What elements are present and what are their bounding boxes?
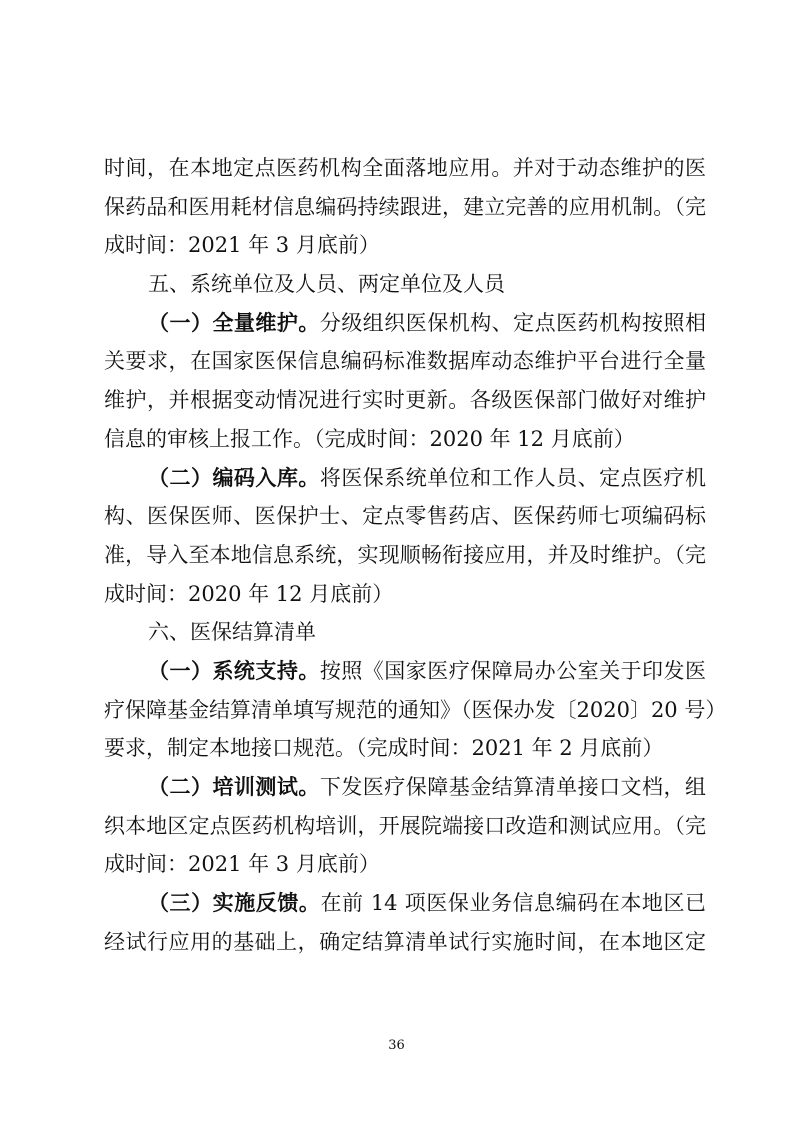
- paragraph-line: 构、医保医师、医保护士、定点零售药店、医保药师七项编码标: [104, 504, 706, 529]
- paragraph-line: 成时间：2021 年 3 月底前）: [104, 852, 380, 877]
- paragraph-line: 成时间：2021 年 3 月底前）: [104, 233, 380, 258]
- section-heading-6: 六、医保结算清单: [148, 620, 316, 645]
- item-lead: （二）编码入库。: [148, 464, 320, 490]
- section-heading-5: 五、系统单位及人员、两定单位及人员: [148, 272, 505, 297]
- paragraph-line: [104, 304, 706, 343]
- item-text: 在前 14 项医保业务信息编码在本地区已: [320, 891, 707, 916]
- item-text: 按照《国家医疗保障局办公室关于印发医: [319, 658, 707, 683]
- paragraph-line: 关要求，在国家医保信息编码标准数据库动态维护平台进行全量: [104, 349, 706, 374]
- paragraph-line: [104, 768, 706, 807]
- paragraph-line: 保药品和医用耗材信息编码持续跟进，建立完善的应用机制。（完: [104, 194, 706, 219]
- item-lead: （一）系统支持。: [148, 657, 320, 683]
- paragraph-line: [104, 652, 706, 691]
- paragraph-line: 维护，并根据变动情况进行实时更新。各级医保部门做好对维护: [104, 388, 706, 413]
- paragraph-line: 织本地区定点医药机构培训，开展院端接口改造和测试应用。（完: [104, 813, 706, 838]
- paragraph-line: 经试行应用的基础上，确定结算清单试行实施时间，在本地区定: [104, 929, 706, 954]
- paragraph-line: 信息的审核上报工作。（完成时间：2020 年 12 月底前）: [104, 426, 635, 451]
- item-lead: （一）全量维护。: [148, 309, 320, 335]
- item-lead: （三）实施反馈。: [148, 890, 321, 916]
- paragraph-line: 疗保障基金结算清单填写规范的通知》（医保办发〔2020〕20 号）: [104, 697, 727, 722]
- page-number: 36: [388, 1038, 405, 1053]
- item-text: 将医保系统单位和工作人员、定点医疗机: [319, 465, 707, 490]
- document-body: [104, 149, 727, 961]
- paragraph-line: [104, 884, 706, 923]
- paragraph-line: 准，导入至本地信息系统，实现顺畅衔接应用，并及时维护。（完: [104, 542, 706, 567]
- item-lead: （二）培训测试。: [148, 774, 320, 799]
- paragraph-line: [104, 459, 706, 498]
- paragraph-line: 时间，在本地定点医药机构全面落地应用。并对于动态维护的医: [104, 156, 706, 180]
- paragraph-line: 成时间：2020 年 12 月底前）: [104, 581, 394, 606]
- item-text: 下发医疗保障基金结算清单接口文档，组: [319, 775, 707, 799]
- item-text: 分级组织医保机构、定点医药机构按照相: [319, 310, 707, 335]
- paragraph-line: 要求，制定本地接口规范。（完成时间：2021 年 2 月底前）: [104, 736, 664, 761]
